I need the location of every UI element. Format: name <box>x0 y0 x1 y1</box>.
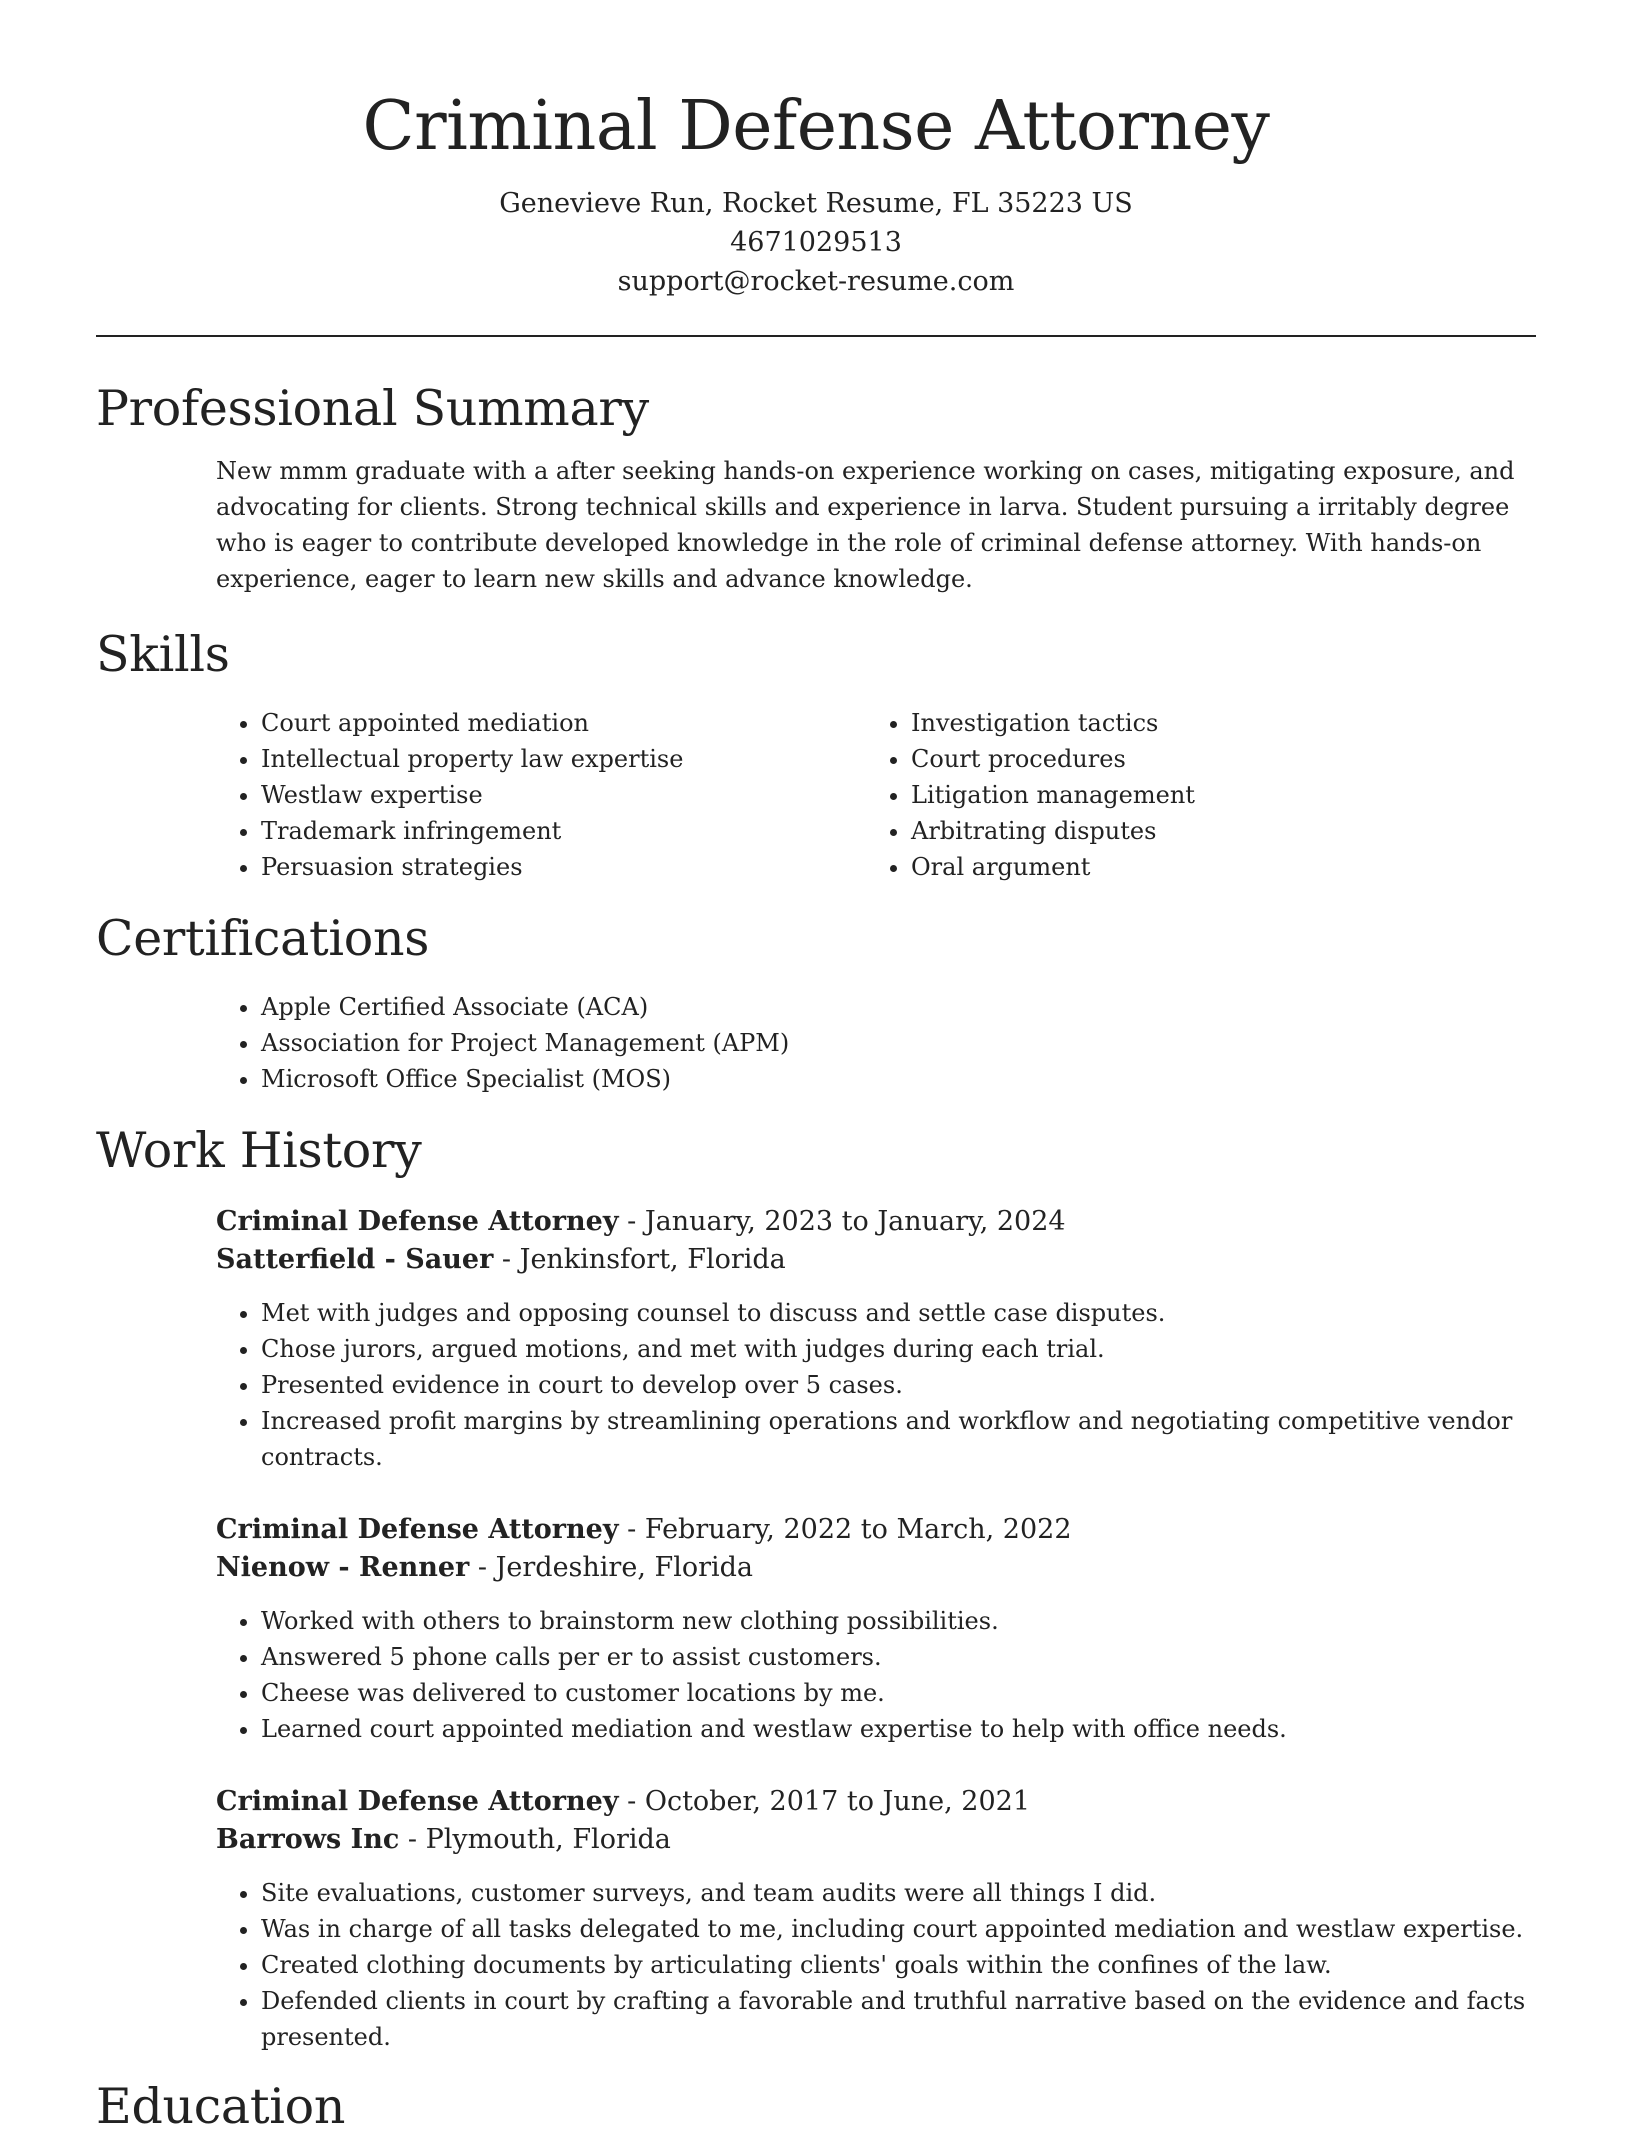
job-dates: - February, 2022 to March, 2022 <box>618 1514 1072 1545</box>
job-entry <box>216 1203 1536 1475</box>
job-company-line <box>216 1821 1536 1859</box>
job-company-line <box>216 1241 1536 1279</box>
skills-section <box>96 625 1536 885</box>
job-company: Barrows Inc <box>216 1824 400 1855</box>
job-bullet: • Worked with others to brainstorm new clothing possibilities. <box>261 1603 1536 1639</box>
contact-address: Genevieve Run, Rocket Resume, FL 35223 US <box>499 188 1133 219</box>
job-bullet: • Cheese was delivered to customer locations by me. <box>261 1675 1536 1711</box>
job-bullet: • Chose jurors, argued motions, and met with judges during each trial. <box>261 1331 1536 1367</box>
job-dates: - October, 2017 to June, 2021 <box>618 1786 1030 1817</box>
header-divider <box>96 335 1536 337</box>
skills-grid <box>216 705 1536 885</box>
summary-text: New mmm graduate with a after seeking hands-on experience working on cases, mitigating exposure, and advocating for clients. Strong technical skills and experience in larva. Student pursuing a irritably degree who is eager to contribute developed knowledge in the role of criminal defense attorney. With hands-on experience, eager to learn new skills and advance knowledge. <box>216 457 1515 593</box>
job-company: Nienow - Renner <box>216 1552 470 1583</box>
job-bullet: • Increased profit margins by streamlining operations and workflow and negotiating competitive vendor contracts. <box>261 1403 1536 1475</box>
skill-item: • Persuasion strategies <box>261 849 866 885</box>
certifications-list <box>216 989 1536 1097</box>
skill-item: • Westlaw expertise <box>261 777 866 813</box>
education-section <box>96 2077 1536 2137</box>
work-history-heading: Work History <box>96 1122 422 1179</box>
education-heading: Education <box>96 2078 346 2135</box>
certification-item: • Apple Certified Associate (ACA) <box>261 989 1536 1025</box>
skills-column-right <box>866 705 1516 885</box>
job-location: - Jenkinsfort, Florida <box>493 1244 786 1275</box>
job-dates: - January, 2023 to January, 2024 <box>618 1206 1066 1237</box>
job-bullet: • Site evaluations, customer surveys, and team audits were all things I did. <box>261 1875 1536 1911</box>
job-company-line <box>216 1549 1536 1587</box>
contact-info <box>96 184 1536 301</box>
contact-email: support@rocket-resume.com <box>617 266 1015 297</box>
summary-section <box>96 379 1536 597</box>
skill-item: • Intellectual property law expertise <box>261 741 866 777</box>
skill-item: • Oral argument <box>911 849 1516 885</box>
skills-column-left <box>216 705 866 885</box>
certification-item: • Association for Project Management (APM) <box>261 1025 1536 1061</box>
certifications-heading: Certifications <box>96 910 430 967</box>
job-company: Satterfield - Sauer <box>216 1244 494 1275</box>
job-title: Criminal Defense Attorney <box>216 1206 619 1237</box>
resume-header <box>96 0 1536 301</box>
job-location: - Plymouth, Florida <box>399 1824 671 1855</box>
certifications-section <box>96 909 1536 1097</box>
certification-item: • Microsoft Office Specialist (MOS) <box>261 1061 1536 1097</box>
job-bullet: • Was in charge of all tasks delegated to me, including court appointed mediation and westlaw expertise. <box>261 1911 1536 1947</box>
job-entry <box>216 1511 1536 1747</box>
job-bullet: • Defended clients in court by crafting a favorable and truthful narrative based on the evidence and facts presented. <box>261 1983 1536 2055</box>
job-bullet: • Presented evidence in court to develop over 5 cases. <box>261 1367 1536 1403</box>
skill-item: • Investigation tactics <box>911 705 1516 741</box>
job-title: Criminal Defense Attorney <box>216 1786 619 1817</box>
job-bullet: • Met with judges and opposing counsel to discuss and settle case disputes. <box>261 1295 1536 1331</box>
skill-item: • Court procedures <box>911 741 1516 777</box>
job-title-line <box>216 1203 1536 1241</box>
job-bullet: • Answered 5 phone calls per er to assist customers. <box>261 1639 1536 1675</box>
contact-phone: 4671029513 <box>730 227 902 258</box>
skill-item: • Arbitrating disputes <box>911 813 1516 849</box>
job-bullet: • Learned court appointed mediation and westlaw expertise to help with office needs. <box>261 1711 1536 1747</box>
job-location: - Jerdeshire, Florida <box>469 1552 754 1583</box>
job-title-line <box>216 1511 1536 1549</box>
work-history-section <box>96 1121 1536 2055</box>
job-title: Criminal Defense Attorney <box>216 1514 619 1545</box>
job-bullet: • Created clothing documents by articulating clients' goals within the confines of the law. <box>261 1947 1536 1983</box>
job-entry <box>216 1783 1536 2055</box>
resume-name: Criminal Defense Attorney <box>362 87 1270 166</box>
skills-heading: Skills <box>96 626 230 683</box>
summary-heading: Professional Summary <box>96 380 649 437</box>
skill-item: • Trademark infringement <box>261 813 866 849</box>
skill-item: • Litigation management <box>911 777 1516 813</box>
job-title-line <box>216 1783 1536 1821</box>
skill-item: • Court appointed mediation <box>261 705 866 741</box>
